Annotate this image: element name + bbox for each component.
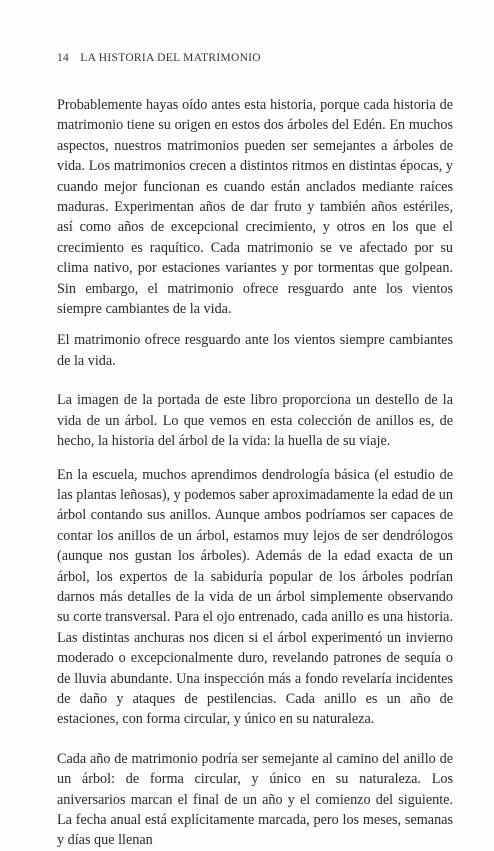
body-text [57, 95, 453, 851]
running-title: LA HISTORIA DEL MATRIMONIO [80, 52, 261, 64]
paragraph-4: Cada año de matrimonio podría ser semejante al camino del anillo de un árbol: de forma circular, y único en su naturaleza. Los aniversarios marcan el final de un año y el comienzo del siguiente. La fecha anual está explícitamente marcada, pero los meses, semanas y días que llenan [57, 750, 453, 849]
page-number: 14 [57, 52, 70, 64]
paragraph-3: En la escuela, muchos aprendimos dendrología básica (el estudio de las plantas leñosas), y podemos saber aproximadamente la edad de un árbol contando sus anillos. Aunque ambos podríamos ser capaces de contar los anillos de un árbol, estamos muy lejos de ser dendrólogos (aunque nos gustan los árboles). Además de la edad exacta de un árbol, los expertos de la sabiduría popular de los árboles podrían darnos más detalles de la vida de un árbol simplemente observando su corte transversal. Para el ojo entrenado, cada anillo es una historia. Las distintas anchuras nos dicen si el árbol experimentó un invierno moderado o excepcionalmente duro, revelando patrones de sequía o de lluvia abundante. Una inspección más a fondo revelaría incidentes de daño y ataques de pestilencias. Cada anillo es un año de estaciones, con forma circular, y único en su naturaleza. [57, 466, 453, 728]
running-head [57, 52, 261, 64]
pull-quote: El matrimonio ofrece resguardo ante los vientos siempre cambiantes de la vida. [57, 332, 453, 369]
paragraph-1: Probablemente hayas oído antes esta historia, porque cada historia de matrimonio tiene su origen en estos dos árboles del Edén. En muchos aspectos, nuestros matrimonios pueden ser semejantes a árboles de vida. Los matrimonios crecen a distintos ritmos en distintas épocas, y cuando mejor funcionan es cuando están anclados mediante raíces maduras. Experimentan años de dar fruto y también años estériles, así como años de excepcional crecimiento, y otros en los que el crecimiento es raquítico. Cada matrimonio se ve afectado por su clima nativo, por estaciones variantes y por tormentas que golpean. Sin embargo, el matrimonio ofrece resguardo ante los vientos siempre cambiantes de la vida. [57, 97, 453, 318]
paragraph-2: La imagen de la portada de este libro proporciona un destello de la vida de un árbol. Lo que vemos en esta colección de anillos es, de hecho, la historia del árbol de la vida: la huella de su viaje. [57, 392, 453, 450]
